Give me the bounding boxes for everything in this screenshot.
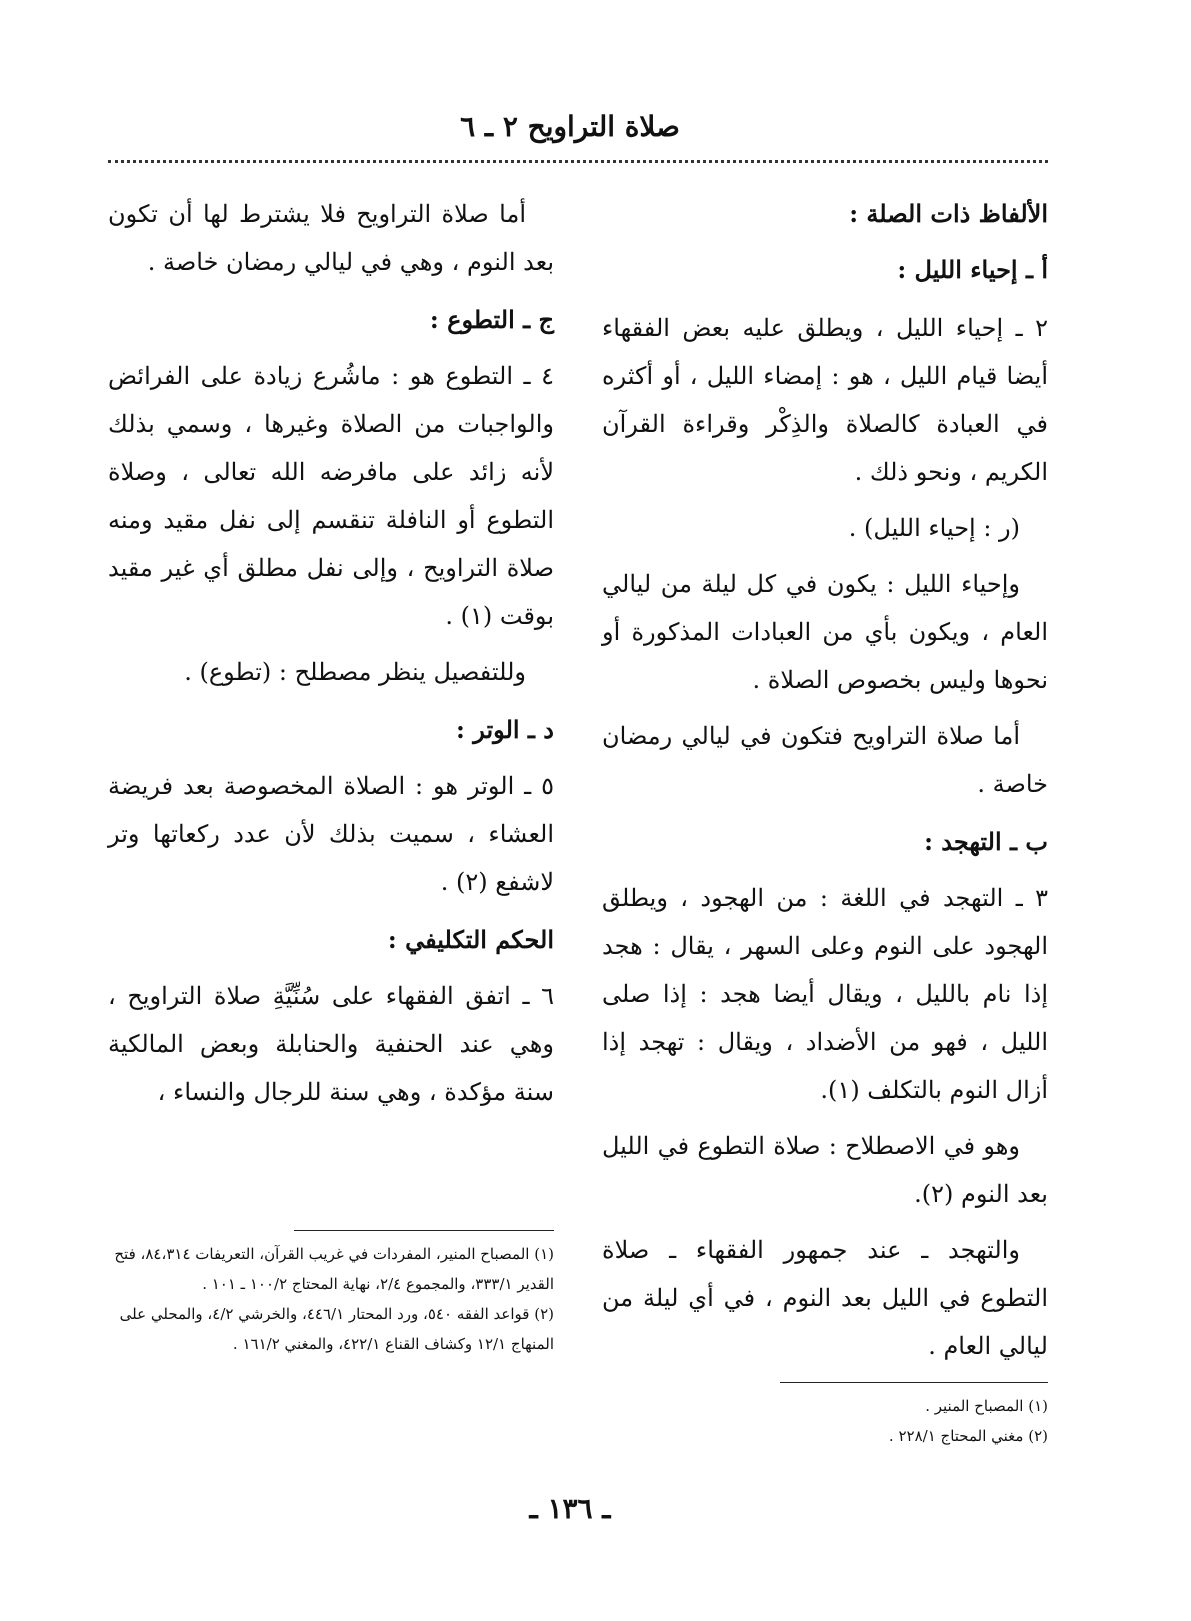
footnotes-left (108, 1230, 554, 1359)
page-number: ـ ١٣٦ ـ (529, 1492, 611, 1525)
left-column (108, 190, 554, 1124)
page-header: صلاة التراويح ٢ ـ ٦ (460, 110, 680, 143)
paragraph-continued: أما صلاة التراويح فلا يشترط لها أن تكون بعد النوم ، وهي في ليالي رمضان خاصة . (108, 200, 554, 276)
header-dotted-rule (108, 160, 1048, 163)
right-column (602, 190, 1048, 1378)
subheading-d: د ـ الوتر : (456, 715, 554, 744)
footnotes-right (780, 1382, 1048, 1451)
footnote-rule (780, 1382, 1048, 1383)
paragraph-2b: وإحياء الليل : يكون في كل ليلة من ليالي العام ، ويكون بأي من العبادات المذكورة أو نحوها وليس بخصوص الصلاة . (602, 570, 1048, 694)
footnote-right-1: (١) المصباح المنير . (925, 1397, 1048, 1415)
footnote-right-2: (٢) مغني المحتاج ٢٢٨/١ . (888, 1427, 1048, 1445)
footnote-rule (294, 1230, 554, 1231)
related-terms-heading: الألفاظ ذات الصلة : (849, 199, 1048, 228)
subheading-c: ج ـ التطوع : (429, 305, 554, 334)
reference-2: (ر : إحياء الليل) . (848, 514, 1020, 542)
paragraph-6: ٦ ـ اتفق الفقهاء على سُنِّيَّةِ صلاة التراويح ، وهي عند الحنفية والحنابلة وبعض المالكية سنة مؤكدة ، وهي سنة للرجال والنساء ، (108, 982, 554, 1106)
footnote-left-1: (١) المصباح المنير، المفردات في غريب القرآن، التعريفات ٨٤،٣١٤، فتح القدير ٣٣٣/١، والمجموع ٢/٤، نهاية المحتاج ١٠٠/٢ ـ ١٠١ . (114, 1245, 554, 1293)
paragraph-4b: وللتفصيل ينظر مصطلح : (تطوع) . (184, 658, 526, 686)
footnote-left-2: (٢) قواعد الفقه ٥٤٠، ورد المحتار ٤٤٦/١، والخرشي ٤/٢، والمحلي على المنهاج ١٢/١ وكشاف القناع ٤٢٢/١، والمغني ١٦١/٢ . (119, 1305, 554, 1353)
paragraph-5: ٥ ـ الوتر هو : الصلاة المخصوصة بعد فريضة العشاء ، سميت بذلك لأن عدد ركعاتها وتر لاشفع (٢) . (108, 772, 554, 896)
subheading-a: أ ـ إحياء الليل : (897, 255, 1048, 284)
paragraph-3b: وهو في الاصطلاح : صلاة التطوع في الليل بعد النوم (٢). (602, 1132, 1048, 1208)
ruling-heading: الحكم التكليفي : (387, 925, 554, 954)
paragraph-2: ٢ ـ إحياء الليل ، ويطلق عليه بعض الفقهاء أيضا قيام الليل ، هو : إمضاء الليل ، أو أكثره في العبادة كالصلاة والذِكْر وقراءة القرآن الكريم ، ونحو ذلك . (602, 314, 1048, 486)
paragraph-3c: والتهجد ـ عند جمهور الفقهاء ـ صلاة التطوع في الليل بعد النوم ، في أي ليلة من ليالي العام . (602, 1236, 1048, 1360)
paragraph-4: ٤ ـ التطوع هو : ماشُرع زيادة على الفرائض والواجبات من الصلاة وغيرها ، وسمي بذلك لأنه زائد على مافرضه الله تعالى ، وصلاة التطوع أو النافلة تنقسم إلى نفل مقيد ومنه صلاة التراويح ، وإلى نفل مطلق أي غير مقيد بوقت (١) . (108, 362, 554, 630)
paragraph-2c: أما صلاة التراويح فتكون في ليالي رمضان خاصة . (602, 722, 1048, 798)
subheading-b: ب ـ التهجد : (924, 827, 1048, 856)
paragraph-3: ٣ ـ التهجد في اللغة : من الهجود ، ويطلق الهجود على النوم وعلى السهر ، يقال : هجد إذا نام بالليل ، ويقال أيضا هجد : إذا صلى الليل ، فهو من الأضداد ، ويقال : تهجد إذا أزال النوم بالتكلف (١). (602, 884, 1048, 1104)
